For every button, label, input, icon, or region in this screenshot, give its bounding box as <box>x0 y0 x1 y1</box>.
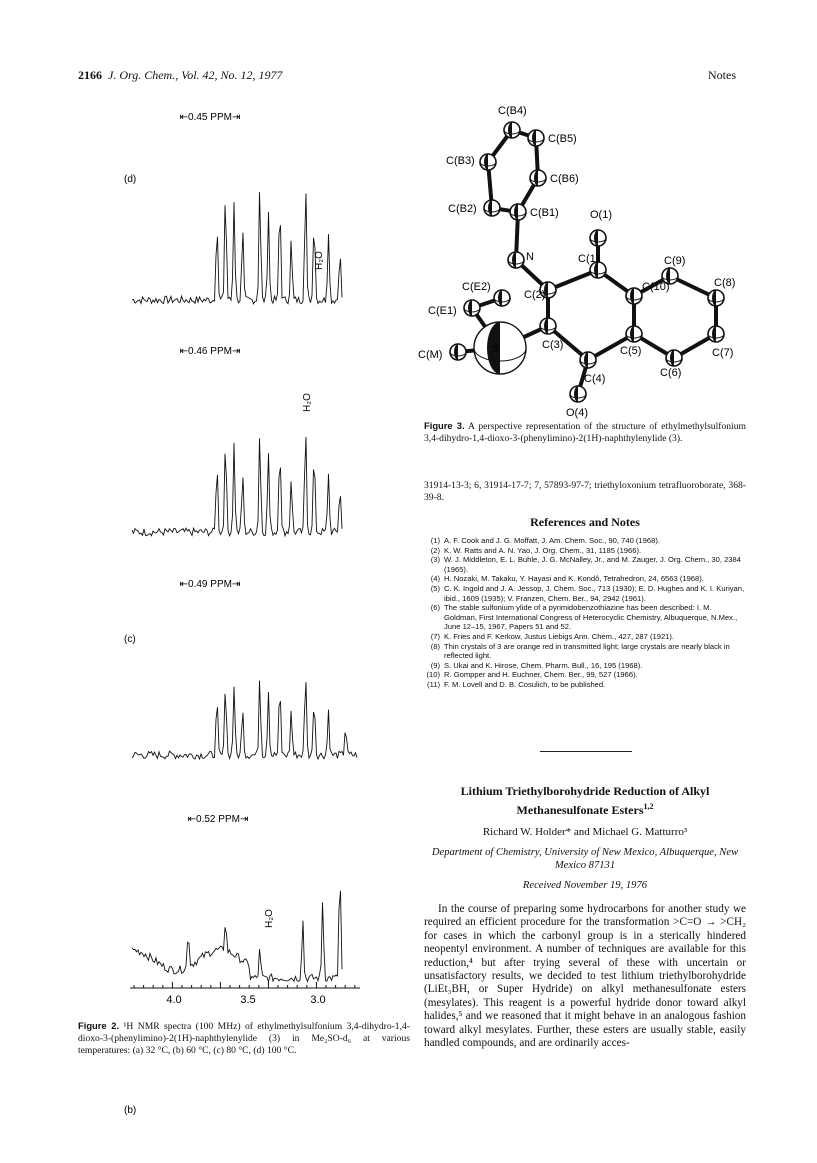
atom-label: C(4) <box>584 373 606 385</box>
figure-2-lead: Figure 2. <box>78 1020 120 1031</box>
reference-text: Thin crystals of 3 are orange red in transmitted light; large crystals are nearly black in reflected light. <box>444 641 730 661</box>
reference-item <box>424 584 746 603</box>
reference-item <box>424 661 746 671</box>
reference-item <box>424 632 746 642</box>
spectrum-label: (b) <box>124 1105 137 1116</box>
atom-label: C(9) <box>664 255 686 267</box>
spectrum-trace <box>132 437 342 536</box>
figure-3-text: A perspective representation of the structure of ethylmethylsulfonium 3,4-dihydro-1,4-dioxo-3-(phenylimino)-2(1H)-naphthylenylide (3). <box>424 421 746 444</box>
water-peak-label: H₂O <box>302 393 313 412</box>
reference-text: S. Ukai and K. Hirose, Chem. Pharm. Bull., 16, 195 (1968). <box>444 660 643 670</box>
ppm-width-label: ⇤0.46 PPM⇥ <box>179 346 241 357</box>
reference-text: F. M. Lovell and D. B. Cosulich, to be published. <box>444 679 606 689</box>
spectrum-trace <box>132 192 342 304</box>
article-title <box>424 784 746 818</box>
atom-label: N <box>526 251 534 263</box>
reference-text: The stable sulfonium ylide of a pyrimidobenzothiazine has been described: I. M. Goldman, First International Congress of Heterocyclic Chemistry, Albuquerque, N.Mex., June 12–15, 1967, Papers 51 and 52. <box>444 603 738 632</box>
atom-label: C(3) <box>542 339 564 351</box>
atom-label: C(B4) <box>498 105 527 117</box>
article-received-date: Received November 19, 1976 <box>522 880 648 891</box>
spectrum-label: (d) <box>124 174 137 185</box>
figure-2-text: ¹H NMR spectra (100 MHz) of ethylmethylsulfonium 3,4-dihydro-1,4-dioxo-3-(phenylimino)-2(1H)-naphthylenylide (3) in Me₂SO-d₆ at various temperatures: (a) 32 °C, (b) 60 °C, (c) 80 °C, (d) 100 °C. <box>78 1021 410 1056</box>
article-title-footnote: 1,2 <box>643 802 654 811</box>
journal-citation: J. Org. Chem., Vol. 42, No. 12, 1977 <box>108 68 283 82</box>
article-authors: Richard W. Holder* and Michael G. Matturro³ <box>482 826 688 838</box>
atom-label: C(B3) <box>446 155 475 167</box>
reference-text: K. W. Ratts and A. N. Yao, J. Org. Chem., 31, 1185 (1966). <box>444 545 642 555</box>
ppm-width-label: ⇤0.45 PPM⇥ <box>179 112 241 123</box>
figure-3-lead: Figure 3. <box>424 420 465 431</box>
figure-2-caption <box>78 1020 410 1057</box>
atom-label: C(7) <box>712 347 734 359</box>
reference-item <box>424 670 746 680</box>
section-name: Notes <box>708 68 736 82</box>
reference-text: C. K. Ingold and J. A. Jessop, J. Chem. Soc., 713 (1930); E. D. Hughes and K. I. Kuriyan, ibid., 1609 (1935); V. Franzen, Chem. Ber., 94, 2942 (1961). <box>444 583 745 603</box>
article-affiliation: Department of Chemistry, University of New Mexico, Albuquerque, New Mexico 87131 <box>431 847 739 871</box>
atom-label: C(B6) <box>550 173 579 185</box>
reference-item <box>424 546 746 556</box>
reference-text: W. J. Middleton, E. L. Buhle, J. G. McNalley, Jr., and M. Zauger, J. Org. Chem., 30, 2384 (1965). <box>444 555 741 574</box>
references-title: References and Notes <box>530 515 640 529</box>
reference-text: K. Fries and F. Kerkow, Justus Liebigs Ann. Chem., 427, 287 (1921). <box>444 631 675 641</box>
page-number: 2166 <box>78 68 102 82</box>
reference-item <box>424 642 746 661</box>
reference-number: (10) <box>426 670 440 680</box>
atom-label: C(6) <box>660 367 682 379</box>
reference-number: (6) <box>430 603 440 613</box>
atom-label: C(5) <box>620 345 642 357</box>
figure-3-caption <box>424 420 746 445</box>
spectrum-trace <box>132 681 357 759</box>
reference-item <box>424 574 746 584</box>
axis-tick-label: 4.0 <box>166 994 182 1006</box>
reference-text: H. Nozaki, M. Takaku, Y. Hayasi and K. Kondô, Tetrahedron, 24, 6563 (1968). <box>444 574 704 584</box>
atom-label: O(1) <box>590 209 612 221</box>
atom-label: C(B5) <box>548 133 577 145</box>
atom-label: C(M) <box>418 349 443 361</box>
water-peak-label: H₂O <box>264 909 275 928</box>
water-peak-label: H₂O <box>314 251 325 270</box>
atom-label: C(10) <box>642 281 670 293</box>
reference-number: (5) <box>430 583 440 593</box>
atom-label: C(B1) <box>530 207 559 219</box>
reference-number: (1) <box>430 536 440 545</box>
reference-number: (2) <box>430 545 440 555</box>
reference-item <box>424 536 746 546</box>
section-divider <box>540 751 632 752</box>
article-title-text: Lithium Triethylborohydride Reduction of Alkyl Methanesulfonate Esters <box>460 784 710 817</box>
atom-label: C(2) <box>524 289 546 301</box>
reference-text: A. F. Cook and J. G. Moffatt, J. Am. Chem. Soc., 90, 740 (1968). <box>444 536 660 545</box>
ppm-width-label: ⇤0.49 PPM⇥ <box>179 579 241 590</box>
atom-label: C(8) <box>714 277 736 289</box>
spectrum-label: (c) <box>124 634 136 645</box>
atom-label: C(E1) <box>428 305 457 317</box>
references-list <box>424 536 746 690</box>
ppm-width-label: ⇤0.52 PPM⇥ <box>187 814 249 825</box>
reference-item <box>424 680 746 690</box>
reference-number: (4) <box>430 574 440 584</box>
atom-label: O(4) <box>566 407 588 419</box>
registry-numbers: 31914-13-3; 6, 31914-17-7; 7, 57893-97-7; triethyloxonium tetrafluoroborate, 368-39-8. <box>424 480 746 503</box>
atom-label: C(1) <box>578 253 600 265</box>
reference-number: (3) <box>430 555 440 565</box>
reference-number: (11) <box>427 679 440 689</box>
reference-number: (9) <box>430 660 440 670</box>
atom-label: S <box>492 343 500 355</box>
atom-label: C(E2) <box>462 281 491 293</box>
reference-text: R. Gompper and H. Euchner, Chem. Ber., 99, 527 (1966). <box>444 670 638 680</box>
reference-item <box>424 555 746 574</box>
crystal-structure-figure <box>420 98 750 420</box>
spectrum-trace <box>132 891 342 982</box>
atom-label: C(B2) <box>448 203 477 215</box>
article-body-paragraph: In the course of preparing some hydrocarbons for another study we required an efficient procedure for the transformation >C=O → >CH₂ for cases in which the carbonyl group is in a sterically hindered neopentyl environment. A number of techniques are available for this reduction,⁴ but after trying several of these with uncertain or unsatisfactory results, we decided to test lithium triethylborohydride (LiEt₃BH, or Super Hydride) on alkyl methanesulfonate esters (mesylates). This reagent is a powerful hydride donor toward alkyl halides,⁵ and we reasoned that it might behave in an analogous fashion toward alkyl mesylates. Further, these esters are usually stable, easily handled compounds, and are ordinarily acces- <box>424 903 746 1050</box>
reference-number: (8) <box>430 641 440 651</box>
reference-item <box>424 603 746 632</box>
axis-tick-label: 3.5 <box>240 994 256 1006</box>
reference-number: (7) <box>430 631 440 641</box>
axis-tick-label: 3.0 <box>310 994 326 1006</box>
running-header <box>78 68 283 83</box>
